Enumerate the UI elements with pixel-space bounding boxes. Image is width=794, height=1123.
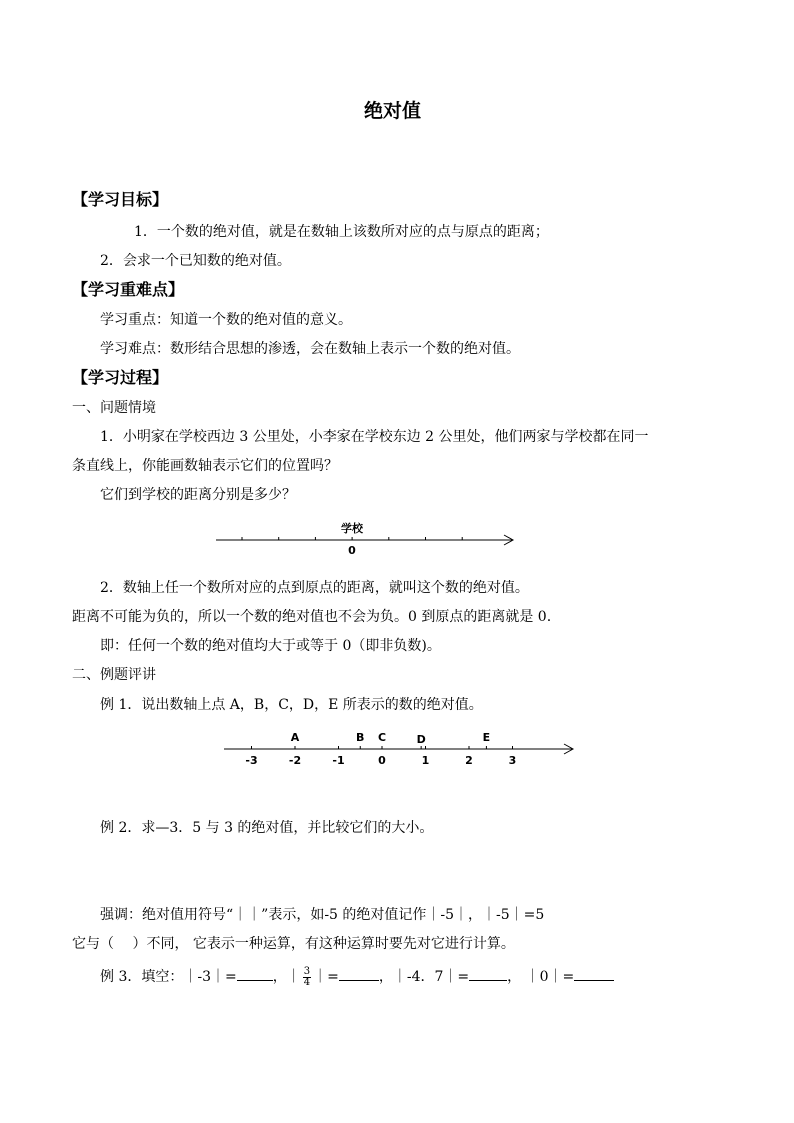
answer-blank-3[interactable] [469,966,507,981]
goal-item-2: 2．会求一个已知数的绝对值。 [100,253,291,269]
fig2-point-label: C [377,731,387,744]
page-title: 绝对值 [364,100,422,122]
key-points-heading: 【学习重难点】 [72,280,185,299]
difficulty-text: 学习难点：数形结合思想的渗透，会在数轴上表示一个数的绝对值。 [100,341,520,357]
origin-label: 0 [348,544,356,557]
question2-line3: 即：任何一个数的绝对值均大于或等于 0（即非负数)。 [100,638,441,654]
fraction-numerator: 3 [303,965,311,977]
emphasis-line2: 它与（ ）不同， 它表示一种运算，有这种运算时要先对它进行计算。 [72,936,515,952]
question1-line3: 它们到学校的距离分别是多少？ [100,487,296,503]
fig2-tick-label: 3 [508,754,517,767]
goal-item-1: 1．一个数的绝对值，就是在数轴上该数所对应的点与原点的距离； [134,224,549,240]
number-line-school [216,518,516,560]
example3-prefix: 例 3．填空：｜-3｜= [100,969,237,985]
example3-line [100,966,614,988]
fig2-tick-label: 2 [465,754,473,767]
fig2-point-label: E [482,731,491,744]
example1-text: 例 1．说出数轴上点 A，B，C，D，E 所表示的数的绝对值。 [100,697,483,713]
fig2-tick-label: -3 [245,754,258,767]
fraction-denominator: 4 [303,976,311,988]
fig2-tick-label: -1 [332,754,345,767]
example2-text: 例 2．求—3．5 与 3 的绝对值，并比较它们的大小。 [100,820,434,836]
example3-sep2: ｜= [313,969,339,985]
answer-blank-1[interactable] [237,966,273,981]
focus-text: 学习重点：知道一个数的绝对值的意义。 [100,312,352,328]
example3-sep1: ，｜ [272,969,301,985]
fig2-tick-label: 0 [378,754,386,767]
goals-heading: 【学习目标】 [72,190,169,209]
question1-line1: 1．小明家在学校西边 3 公里处，小李家在学校东边 2 公里处，他们两家与学校都在同一 [100,429,649,445]
fraction-three-quarters [303,967,311,988]
fig2-point-label: D [416,733,426,746]
part1-title: 一、问题情境 [72,400,156,416]
emphasis-line1: 强调：绝对值用符号“｜｜”表示，如-5 的绝对值记作｜-5｜，｜-5｜=5 [100,907,545,923]
example3-sep4: ， ｜0｜= [507,969,575,985]
fig2-tick-label: 1 [421,754,430,767]
number-line-example1 [224,728,576,772]
part2-title: 二、例题评讲 [72,667,156,683]
answer-blank-2[interactable] [339,966,379,981]
example3-sep3: ，｜-4．7｜= [378,969,470,985]
process-heading: 【学习过程】 [72,368,169,387]
school-label: 学校 [341,522,363,535]
fig2-tick-label: -2 [288,754,302,767]
question2-line2: 距离不可能为负的，所以一个数的绝对值也不会为负。0 到原点的距离就是 0. [72,609,552,625]
question1-line2: 条直线上，你能画数轴表示它们的位置吗？ [72,458,338,474]
answer-blank-4[interactable] [574,966,614,981]
fig2-point-label: B [356,731,365,744]
question2-line1: 2．数轴上任一个数所对应的点到原点的距离，就叫这个数的绝对值。 [100,580,529,596]
fig2-point-label: A [290,731,300,744]
